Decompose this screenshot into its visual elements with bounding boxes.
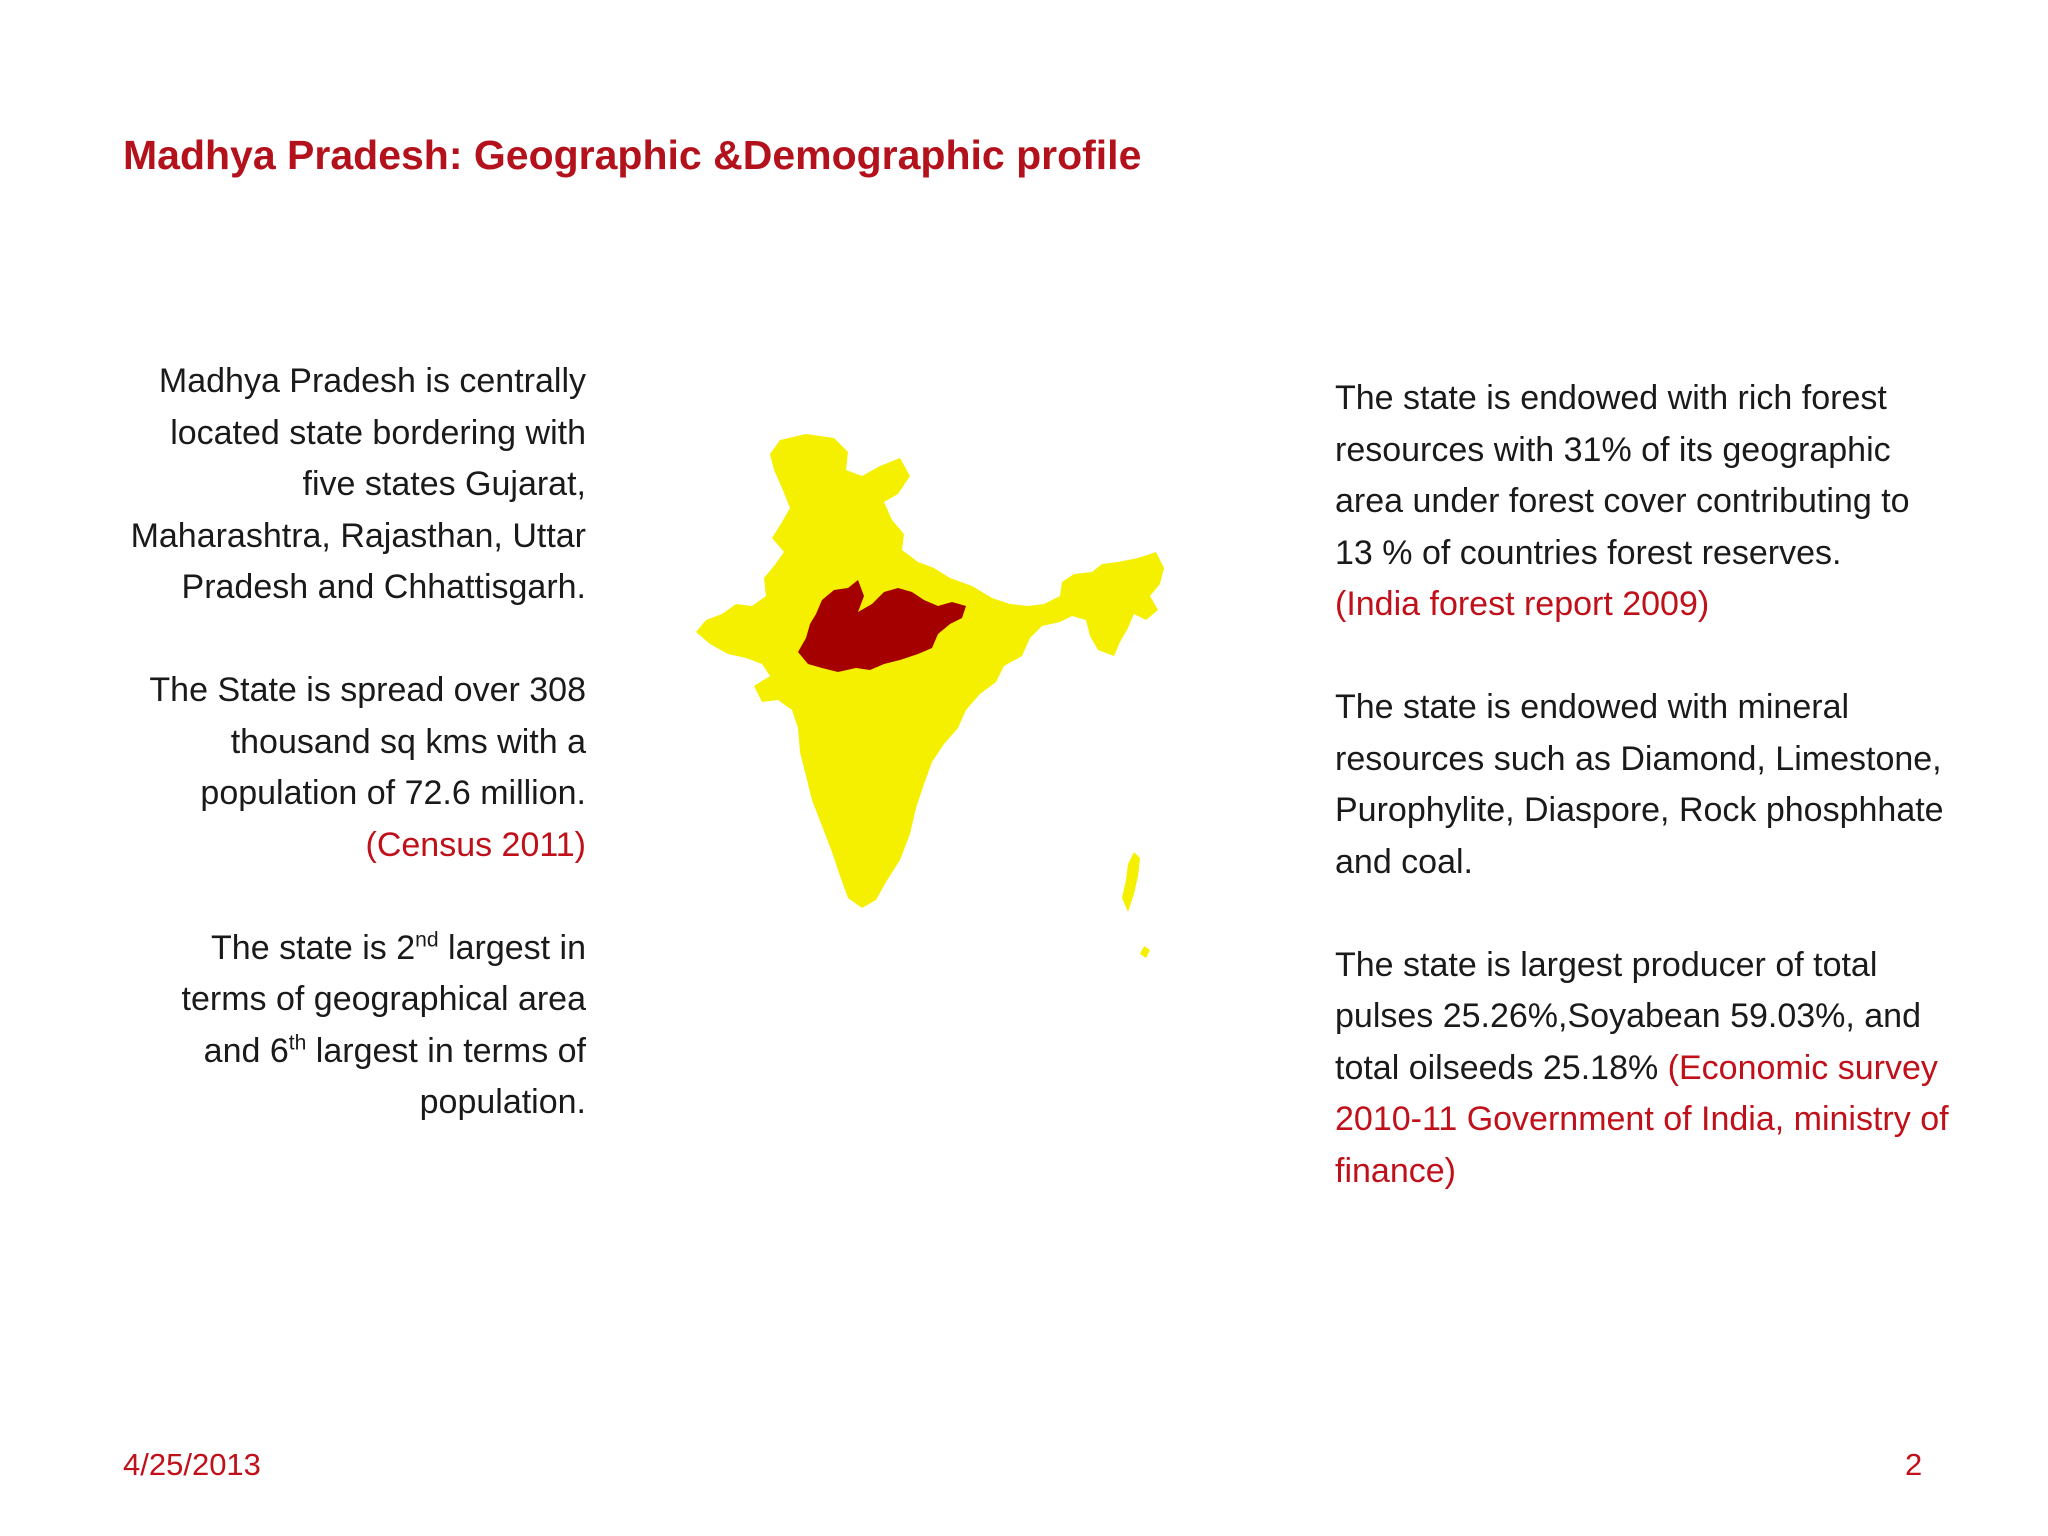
right-text-column [1335,373,1955,1197]
india-outline [696,434,1164,908]
page-number: 2 [1905,1447,1923,1482]
ordinal-suffix-th: th [288,1031,307,1055]
forest-text: The state is endowed with rich forest resources with 31% of its geographic area under forest cover contributing to 13 % of countries forest reserves. [1335,379,1910,572]
ranking-paragraph [130,923,586,1129]
forest-reference: (India forest report 2009) [1335,585,1710,623]
ordinal-suffix-nd: nd [415,928,439,952]
india-map-graphic [688,428,1218,968]
ranking-text-a: The state is 2 [211,928,416,967]
production-text: The state is largest producer of total pulses 25.26%,Soyabean 59.03%, and total oilseeds 25.18% [1335,945,1922,1087]
economic-survey-reference: (Economic survey 2010-11 Government of India, ministry of finance) [1335,1048,1949,1190]
location-paragraph: Madhya Pradesh is centrally located state bordering with five states Gujarat, Maharashtra, Rajasthan, Uttar Pradesh and Chhattisgarh. [130,362,586,606]
forest-paragraph [1335,373,1955,631]
ranking-text-b: largest in terms of geographical area and 6 [181,928,586,1070]
footer-date: 4/25/2013 [123,1447,261,1482]
mineral-paragraph: The state is endowed with mineral resources such as Diamond, Limestone, Purophylite, Diaspore, Rock phosphhate and coal. [1335,688,1944,881]
census-reference: (Census 2011) [365,825,586,864]
area-population-paragraph [130,665,586,871]
left-text-column [130,356,586,1129]
ranking-text-c: largest in terms of population. [306,1031,586,1121]
area-population-text: The State is spread over 308 thousand sq kms with a population of 72.6 million. [149,671,586,812]
india-map [688,428,1218,968]
slide-title: Madhya Pradesh: Geographic &Demographic profile [123,132,1142,178]
production-paragraph [1335,940,1955,1198]
andaman-islands [1122,852,1150,958]
